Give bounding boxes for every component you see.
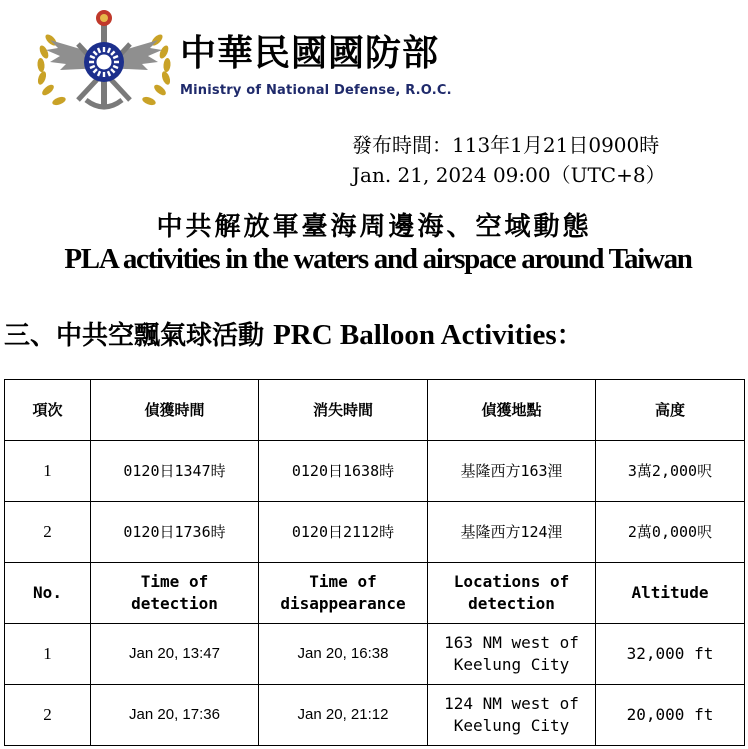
header-cell-no-zh: 項次	[5, 380, 91, 441]
release-time-en: Jan. 21, 2024 09:00（UTC+8）	[352, 163, 666, 187]
cell-no: 1	[5, 624, 91, 685]
cell-altitude: 2萬0,000呎	[596, 502, 745, 563]
table-row	[5, 624, 745, 685]
table-header-row-zh	[5, 380, 745, 441]
header-cell-disappearance-time-zh: 消失時間	[259, 380, 428, 441]
cell-no: 1	[5, 441, 91, 502]
balloon-activity-table	[4, 379, 745, 746]
cell-no: 2	[5, 685, 91, 746]
cell-altitude: 3萬2,000呎	[596, 441, 745, 502]
cell-detection-time: 0120日1736時	[91, 502, 259, 563]
table-row	[5, 685, 745, 746]
section-heading-en: PRC Balloon Activities	[273, 319, 557, 351]
header-cell-location-zh: 偵獲地點	[428, 380, 596, 441]
table-header-row-en	[5, 563, 745, 624]
cell-disappearance-time: 0120日2112時	[259, 502, 428, 563]
header-cell-disappearance-time-en: Time of disappearance	[259, 563, 428, 624]
header-cell-detection-time-en: Time of detection	[91, 563, 259, 624]
cell-altitude: 20,000 ft	[596, 685, 745, 746]
release-time-zh: 發布時間：113年1月21日0900時	[352, 133, 660, 157]
cell-disappearance-time: Jan 20, 21:12	[259, 685, 428, 746]
cell-detection-time: 0120日1347時	[91, 441, 259, 502]
cell-location: 163 NM west of Keelung City	[428, 624, 596, 685]
cell-disappearance-time: 0120日1638時	[259, 441, 428, 502]
release-time	[352, 130, 666, 190]
cell-altitude: 32,000 ft	[596, 624, 745, 685]
section-heading	[4, 315, 583, 352]
cell-detection-time: Jan 20, 13:47	[91, 624, 259, 685]
document-title-en: PLA activities in the waters and airspace around Taiwan	[64, 243, 692, 275]
section-heading-zh: 三、中共空飄氣球活動	[4, 321, 274, 351]
header-cell-altitude-en: Altitude	[596, 563, 745, 624]
header-cell-no-en: No.	[5, 563, 91, 624]
cell-detection-time: Jan 20, 17:36	[91, 685, 259, 746]
cell-no: 2	[5, 502, 91, 563]
header-cell-altitude-zh: 高度	[596, 380, 745, 441]
ministry-header	[30, 4, 490, 116]
header-cell-location-en: Locations of detection	[428, 563, 596, 624]
cell-location: 基隆西方124浬	[428, 502, 596, 563]
ministry-emblem-icon	[30, 4, 178, 116]
cell-location: 124 NM west of Keelung City	[428, 685, 596, 746]
ministry-name-zh: 中華民國國防部	[180, 33, 440, 74]
cell-disappearance-time: Jan 20, 16:38	[259, 624, 428, 685]
document-title-zh: 中共解放軍臺海周邊海、空域動態	[156, 212, 592, 242]
table-row	[5, 502, 745, 563]
section-heading-colon: ：	[556, 321, 583, 351]
header-cell-detection-time-zh: 偵獲時間	[91, 380, 259, 441]
cell-location: 基隆西方163浬	[428, 441, 596, 502]
ministry-name-en: Ministry of National Defense, R.O.C.	[180, 83, 452, 98]
table-row	[5, 441, 745, 502]
